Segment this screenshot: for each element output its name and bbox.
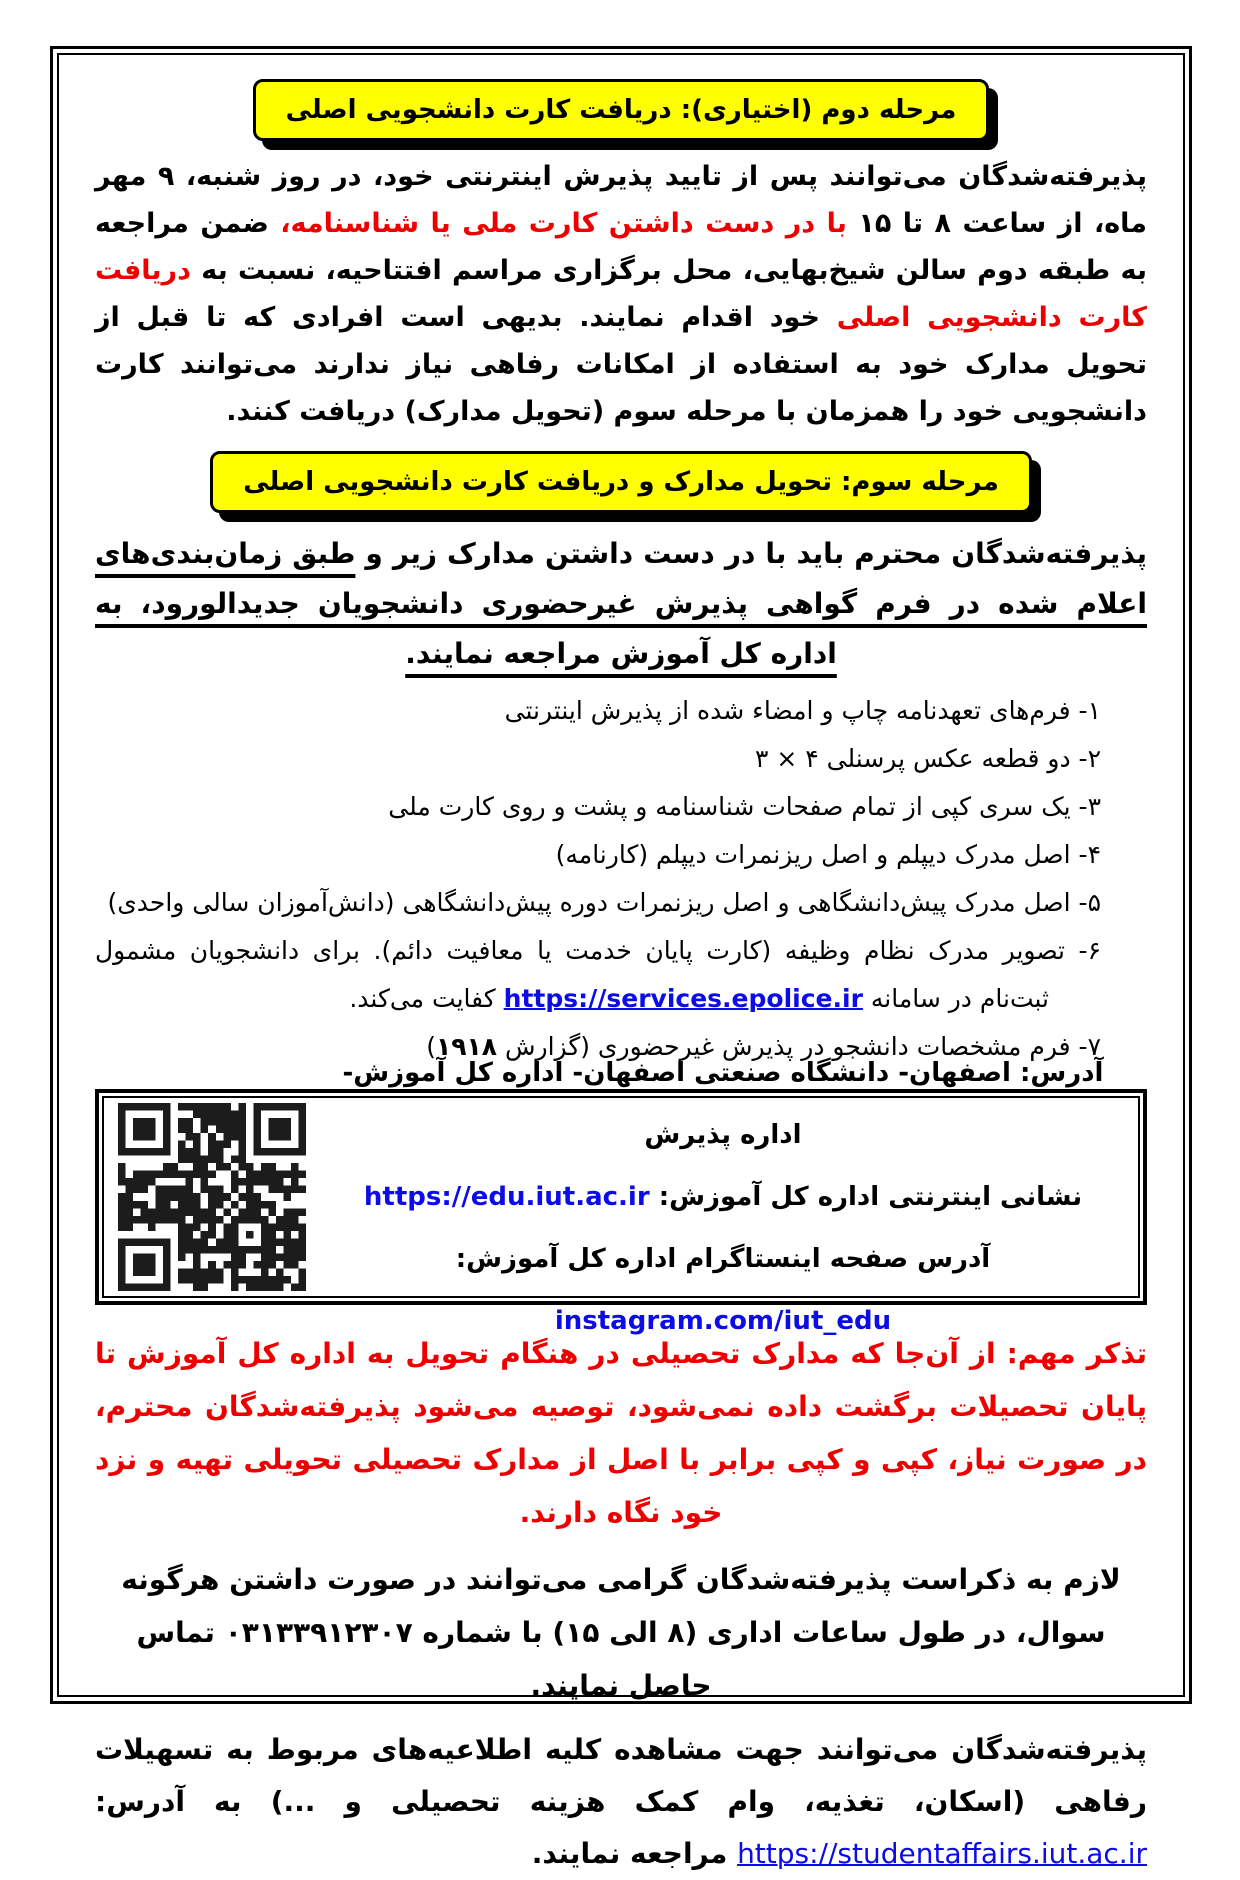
step2-title-badge bbox=[253, 79, 990, 141]
welfare-text-part2: مراجعه نمایند. bbox=[531, 1837, 738, 1870]
requirement-item-4: ۴- اصل مدرک دیپلم و اصل ریزنمرات دیپلم (کارنامه) bbox=[555, 840, 1101, 869]
step2-title-text: مرحله دوم (اختیاری): دریافت کارت دانشجویی اصلی bbox=[285, 95, 957, 125]
step3-intro-normal: پذیرفته‌شدگان محترم باید با در دست داشتن مدارک زیر و bbox=[355, 537, 1148, 570]
requirement-6-text: ۶- تصویر مدرک نظام وظیفه (کارت پایان خدمت یا معافیت دائم). برای دانشجویان مشمول ثبت‌نام در سامانه bbox=[95, 936, 1101, 1013]
contact-text-block bbox=[316, 1042, 1130, 1352]
step2-text-part1: پذیرفته‌شدگان می‌توانند پس از تایید پذیرش اینترنتی خود، در روز شنبه، ۹ مهر ماه، از ساعت ۸ تا ۱۵ bbox=[95, 161, 1148, 239]
page-content bbox=[57, 53, 1185, 1870]
instagram-label: آدرس صفحه اینستاگرام اداره کل آموزش: bbox=[455, 1244, 991, 1274]
step2-text-part3: خود اقدام نمایند. بدیهی است افرادی که تا قبل از تحویل مدارک خود به استفاده از امکانات رفاهی نیاز ندارند می‌توانند کارت دانشجویی خود را همزمان با مرحله سوم (تحویل مدارک) دریافت کنند. bbox=[95, 302, 1147, 427]
qr-code-svg bbox=[118, 1103, 306, 1291]
step2-red-highlight-2: دریافت کارت دانشجویی اصلی bbox=[95, 255, 1147, 333]
warning-paragraph: تذکر مهم: از آن‌جا که مدارک تحصیلی در هنگام تحویل به اداره کل آموزش تا پایان تحصیلات برگشت داده نمی‌شود، توصیه می‌شود پذیرفته‌شدگان محترم، در صورت نیاز، کپی و کپی برابر با اصل از مدارک تحصیلی تحویلی تهیه و نزد خود نگاه دارند. bbox=[95, 1337, 1147, 1529]
website-label: نشانی اینترنتی اداره کل آموزش: bbox=[649, 1182, 1083, 1212]
step3-title-text: مرحله سوم: تحویل مدارک و دریافت کارت دانشجویی اصلی bbox=[243, 467, 999, 497]
requirement-item-3: ۳- یک سری کپی از تمام صفحات شناسنامه و پشت و روی کارت ملی bbox=[388, 792, 1101, 821]
page-border bbox=[50, 46, 1192, 1870]
requirement-item-6 bbox=[95, 927, 1101, 1023]
step2-red-highlight-1: با در دست داشتن کارت ملی یا شناسنامه، bbox=[280, 208, 847, 239]
requirement-item-1: ۱- فرم‌های تعهدنامه چاپ و امضاء شده از پذیرش اینترنتی bbox=[504, 696, 1101, 725]
requirement-item-2: ۲- دو قطعه عکس پرسنلی ۴ × ۳ bbox=[755, 744, 1101, 773]
welfare-paragraph bbox=[95, 1724, 1147, 1880]
step2-paragraph bbox=[95, 153, 1147, 435]
requirement-7-suffix: ) bbox=[426, 1032, 436, 1061]
report-number: ۱۹۱۸ bbox=[436, 1032, 498, 1061]
requirement-item-5: ۵- اصل مدرک پیش‌دانشگاهی و اصل ریزنمرات دوره پیش‌دانشگاهی (دانش‌آموزان سالی واحدی) bbox=[107, 888, 1101, 917]
qr-code-icon bbox=[118, 1103, 306, 1291]
epolice-link[interactable]: https://services.epolice.ir bbox=[503, 984, 863, 1013]
contact-box bbox=[95, 1058, 1147, 1336]
requirement-7-text: ۷- فرم مشخصات دانشجو در پذیرش غیرحضوری (گزارش bbox=[497, 1032, 1101, 1061]
step3-title-badge bbox=[210, 451, 1032, 513]
step3-intro-paragraph bbox=[95, 529, 1147, 679]
step2-text-part2: ضمن مراجعه به طبقه دوم سالن شیخ‌بهایی، محل برگزاری مراسم افتتاحیه، نسبت به bbox=[95, 208, 1147, 286]
requirement-6-suffix: کفایت می‌کند. bbox=[349, 984, 504, 1013]
welfare-text-part1: پذیرفته‌شدگان می‌توانند جهت مشاهده کلیه اطلاعیه‌های مربوط به تسهیلات رفاهی (اسکان، تغذیه، وام کمک هزینه تحصیلی و ...) به آدرس: bbox=[95, 1733, 1147, 1818]
studentaffairs-link[interactable]: https://studentaffairs.iut.ac.ir bbox=[737, 1837, 1147, 1870]
website-line bbox=[316, 1166, 1130, 1228]
instagram-link[interactable]: instagram.com/iut_edu bbox=[554, 1306, 892, 1336]
edu-website-link[interactable]: https://edu.iut.ac.ir bbox=[363, 1182, 650, 1212]
contact-box-inner bbox=[102, 1058, 1140, 1336]
requirements-list bbox=[95, 687, 1147, 1071]
phone-paragraph: لازم به ذکراست پذیرفته‌شدگان گرامی می‌توانند در صورت داشتن هرگونه سوال، در طول ساعات اداری (۸ الی ۱۵) با شماره ۰۳۱۳۳۹۱۲۳۰۷ تماس حاصل نمایند. bbox=[121, 1563, 1121, 1702]
address-line: آدرس: اصفهان- دانشگاه صنعتی اصفهان- اداره کل آموزش- اداره پذیرش bbox=[342, 1058, 1104, 1150]
step3-intro-underlined: طبق زمان‌بندی‌های اعلام شده در فرم گواهی پذیرش غیرحضوری دانشجویان جدیدالورود، به اداره کل آموزش مراجعه نمایند. bbox=[95, 537, 1147, 670]
